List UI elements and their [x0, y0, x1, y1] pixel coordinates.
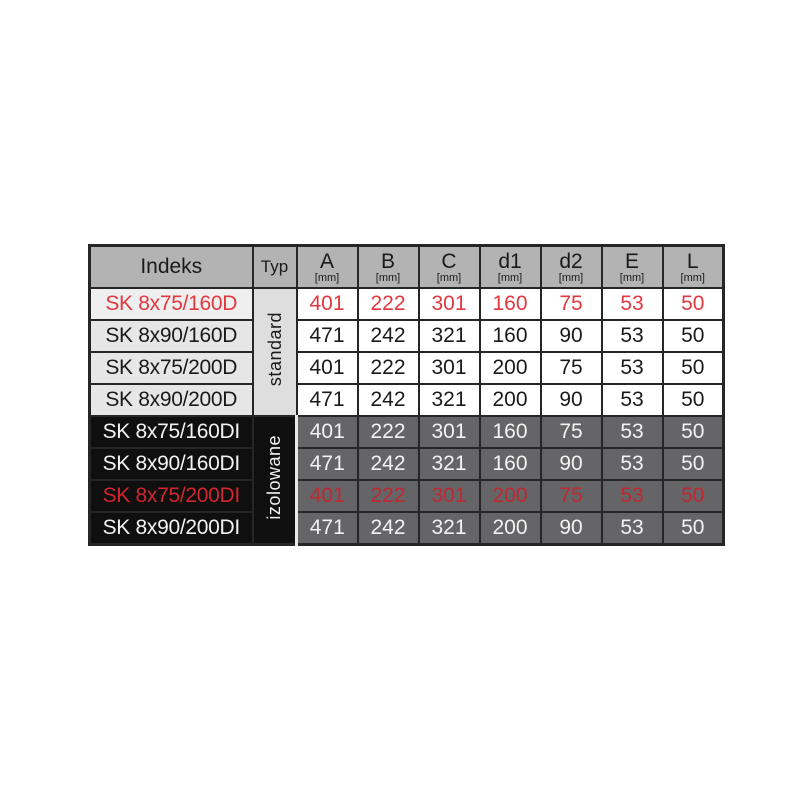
value-cell: 53 [602, 416, 663, 448]
typ-group-label: izolowane [264, 435, 285, 520]
value-cell: 53 [602, 320, 663, 352]
dim-letter: E [624, 249, 639, 273]
typ-group-cell-izolowane [253, 416, 297, 545]
dim-letter: d2 [559, 249, 583, 273]
value-cell: 242 [358, 512, 419, 545]
value-cell: 75 [541, 416, 602, 448]
value-cell: 321 [419, 448, 480, 480]
value-cell: 50 [663, 288, 724, 320]
value-cell: 50 [663, 352, 724, 384]
col-header-a [297, 246, 358, 289]
value-cell: 242 [358, 384, 419, 416]
dim-letter: L [686, 249, 699, 273]
value-cell: 53 [602, 288, 663, 320]
value-cell: 75 [541, 480, 602, 512]
value-cell: 50 [663, 384, 724, 416]
value-cell: 242 [358, 320, 419, 352]
value-cell: 222 [358, 416, 419, 448]
header-row [90, 246, 724, 289]
table-row [90, 288, 724, 320]
value-cell: 222 [358, 288, 419, 320]
typ-group-cell-standard [253, 288, 297, 416]
table-row [90, 512, 724, 545]
value-cell: 50 [663, 480, 724, 512]
value-cell: 75 [541, 352, 602, 384]
value-cell: 90 [541, 384, 602, 416]
dim-letter: d1 [498, 249, 522, 273]
value-cell: 222 [358, 480, 419, 512]
value-cell: 53 [602, 384, 663, 416]
value-cell: 471 [297, 384, 358, 416]
col-header-typ: Typ [253, 246, 297, 289]
col-header-indeks: Indeks [90, 246, 253, 289]
spec-table [88, 244, 725, 546]
indeks-cell: SK 8x75/200DI [90, 480, 253, 512]
dim-unit: [mm] [375, 271, 401, 284]
value-cell: 75 [541, 288, 602, 320]
dim-letter: B [380, 249, 395, 273]
dim-unit: [mm] [619, 271, 645, 284]
value-cell: 160 [480, 416, 541, 448]
value-cell: 50 [663, 416, 724, 448]
value-cell: 53 [602, 512, 663, 545]
table-row [90, 384, 724, 416]
dim-unit: [mm] [436, 271, 462, 284]
value-cell: 471 [297, 448, 358, 480]
indeks-cell: SK 8x90/160DI [90, 448, 253, 480]
indeks-cell: SK 8x90/200D [90, 384, 253, 416]
value-cell: 401 [297, 352, 358, 384]
value-cell: 53 [602, 352, 663, 384]
value-cell: 242 [358, 448, 419, 480]
indeks-cell: SK 8x75/200D [90, 352, 253, 384]
value-cell: 200 [480, 352, 541, 384]
value-cell: 160 [480, 288, 541, 320]
table-row [90, 416, 724, 448]
value-cell: 301 [419, 288, 480, 320]
dim-unit: [mm] [558, 271, 584, 284]
value-cell: 200 [480, 480, 541, 512]
indeks-cell: SK 8x90/160D [90, 320, 253, 352]
value-cell: 90 [541, 320, 602, 352]
value-cell: 301 [419, 416, 480, 448]
value-cell: 401 [297, 480, 358, 512]
col-header-d1 [480, 246, 541, 289]
value-cell: 321 [419, 320, 480, 352]
value-cell: 160 [480, 448, 541, 480]
table-body [90, 288, 724, 545]
indeks-cell: SK 8x75/160DI [90, 416, 253, 448]
table-row [90, 480, 724, 512]
value-cell: 90 [541, 448, 602, 480]
table-row [90, 352, 724, 384]
value-cell: 50 [663, 320, 724, 352]
value-cell: 53 [602, 448, 663, 480]
value-cell: 53 [602, 480, 663, 512]
col-header-l [663, 246, 724, 289]
value-cell: 401 [297, 416, 358, 448]
dim-unit: [mm] [680, 271, 705, 284]
value-cell: 401 [297, 288, 358, 320]
typ-group-label: standard [264, 312, 285, 387]
col-header-d2 [541, 246, 602, 289]
indeks-cell: SK 8x75/160D [90, 288, 253, 320]
col-header-b [358, 246, 419, 289]
value-cell: 301 [419, 480, 480, 512]
dim-letter: C [441, 249, 457, 273]
value-cell: 200 [480, 512, 541, 545]
indeks-cell: SK 8x90/200DI [90, 512, 253, 545]
value-cell: 200 [480, 384, 541, 416]
dim-letter: A [319, 249, 334, 273]
value-cell: 471 [297, 512, 358, 545]
dim-unit: [mm] [497, 271, 523, 284]
value-cell: 50 [663, 448, 724, 480]
value-cell: 471 [297, 320, 358, 352]
value-cell: 321 [419, 384, 480, 416]
col-header-c [419, 246, 480, 289]
value-cell: 222 [358, 352, 419, 384]
value-cell: 50 [663, 512, 724, 545]
value-cell: 301 [419, 352, 480, 384]
value-cell: 321 [419, 512, 480, 545]
value-cell: 90 [541, 512, 602, 545]
dim-unit: [mm] [314, 271, 340, 284]
table-row [90, 320, 724, 352]
value-cell: 160 [480, 320, 541, 352]
table-row [90, 448, 724, 480]
col-header-e [602, 246, 663, 289]
